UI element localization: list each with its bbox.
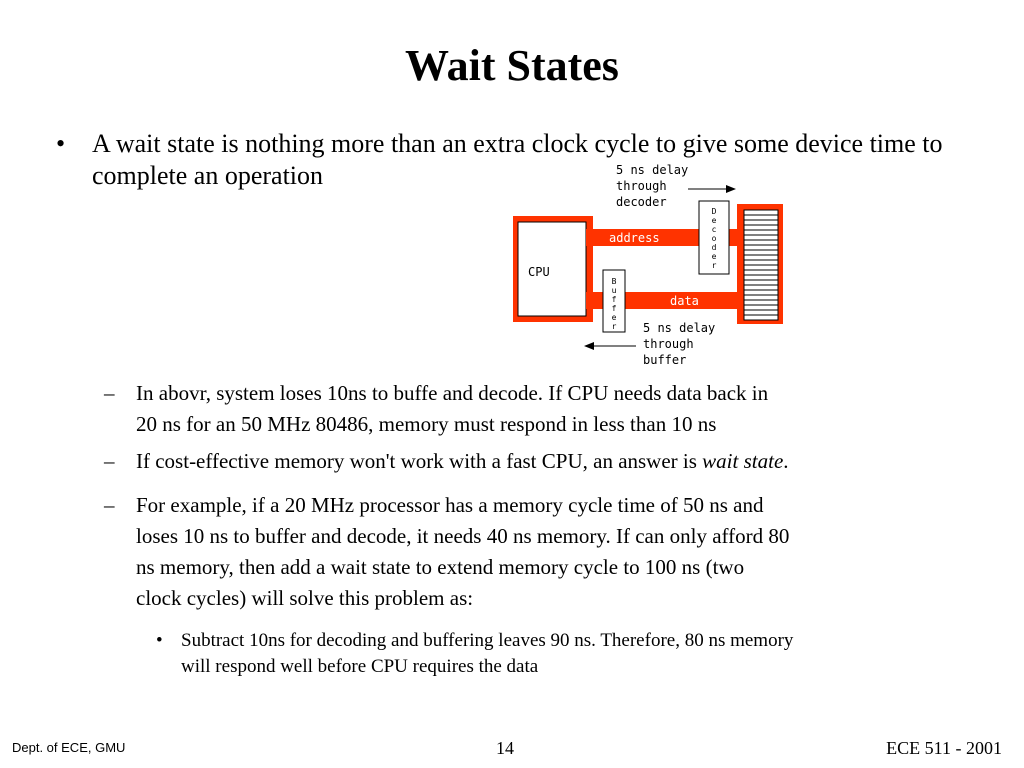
buffer-letter: f (611, 304, 617, 313)
buffer-letters (612, 277, 617, 331)
decoder-letter: D (711, 207, 717, 216)
subsub-marker: • (156, 630, 163, 651)
buffer-delay-line-2: through (643, 337, 694, 351)
subpoint-3-line-3: ns memory, then add a wait state to extend memory cycle to 100 ns (two (136, 555, 745, 579)
wait-state-diagram (505, 160, 795, 370)
address-label: address (609, 231, 660, 245)
subpoint-2-suffix: . (783, 449, 789, 473)
decoder-letter: e (711, 252, 717, 261)
slide-title: Wait States (405, 41, 619, 90)
buffer-letter: r (611, 322, 617, 331)
buffer-arrow-head-icon (584, 342, 594, 350)
subpoint-2-prefix: If cost-effective memory won't work with a fast CPU, an answer is (136, 449, 703, 473)
decoder-letter: r (711, 261, 717, 270)
subsub-line-2: will respond well before CPU requires the data (181, 656, 539, 677)
footer-department: Dept. of ECE, GMU (12, 740, 126, 755)
subpoint-3-line-1: For example, if a 20 MHz processor has a memory cycle time of 50 ns and (136, 493, 764, 517)
buffer-letter: u (611, 286, 617, 295)
decoder-delay-line-3: decoder (616, 195, 667, 209)
decoder-letter: c (711, 225, 717, 234)
data-label: data (670, 294, 699, 308)
decoder-letter: d (711, 243, 717, 252)
subpoint-1-line-2: 20 ns for an 50 MHz 80486, memory must respond in less than 10 ns (136, 412, 717, 436)
decoder-letters (712, 207, 717, 270)
memory-lines (744, 215, 778, 315)
decoder-letter: o (711, 234, 717, 243)
buffer-letter: e (611, 313, 617, 322)
decoder-letter: e (711, 216, 717, 225)
buffer-delay-line-3: buffer (643, 353, 687, 367)
buffer-letter: f (611, 295, 617, 304)
footer-page-number: 14 (496, 738, 514, 758)
decoder-delay-line-1: 5 ns delay (616, 163, 689, 177)
buffer-delay-line-1: 5 ns delay (643, 321, 716, 335)
subpoint-1-line-1: In abovr, system loses 10ns to buffe and decode. If CPU needs data back in (136, 381, 769, 405)
subpoint-1-dash: – (104, 381, 115, 405)
subsub-line-1: Subtract 10ns for decoding and buffering leaves 90 ns. Therefore, 80 ns memory (181, 630, 794, 651)
bullet-text: A wait state is nothing more than an extra clock cycle to give some device time to complete an operation (92, 129, 943, 190)
decoder-delay-line-2: through (616, 179, 667, 193)
footer-course: ECE 511 - 2001 (886, 738, 1002, 758)
subpoint-3-line-4: clock cycles) will solve this problem as: (136, 586, 474, 610)
decoder-arrow-head-icon (726, 185, 736, 193)
subpoint-3-line-2: loses 10 ns to buffer and decode, it needs 40 ns memory. If can only afford 80 (136, 524, 790, 548)
subpoint-3-dash: – (104, 493, 115, 517)
cpu-label: CPU (528, 265, 550, 279)
buffer-letter: B (611, 277, 617, 286)
subpoint-2-dash: – (104, 449, 115, 473)
bullet-marker: • (56, 129, 66, 158)
subpoint-2-emphasis: wait state (702, 449, 784, 473)
